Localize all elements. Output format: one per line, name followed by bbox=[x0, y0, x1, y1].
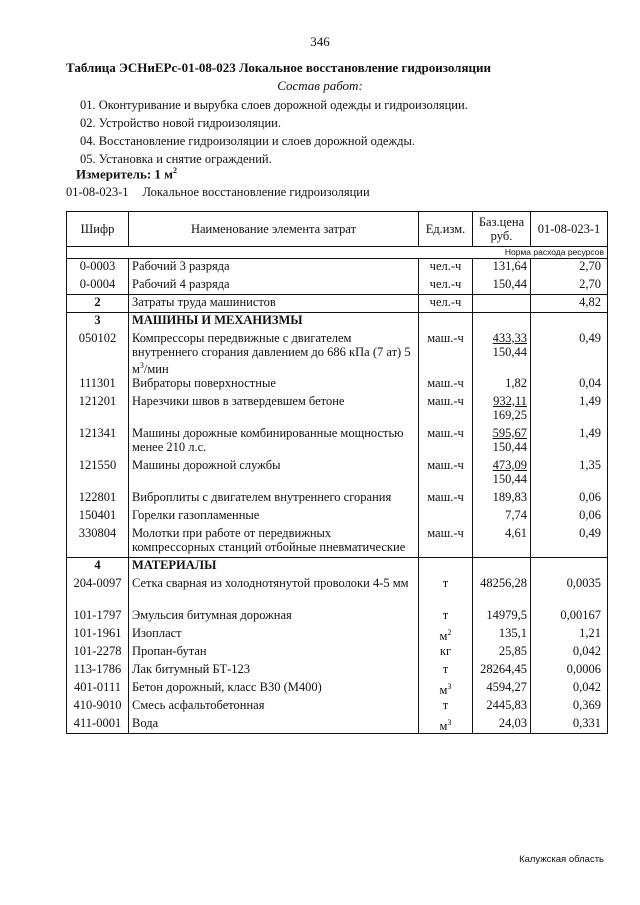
cell-norm: 1,35 bbox=[531, 458, 608, 490]
table-row bbox=[67, 508, 608, 526]
cell-norm bbox=[531, 558, 608, 576]
cell-norm: 0,49 bbox=[531, 526, 608, 558]
cell-name: Вода bbox=[129, 716, 419, 734]
cell-unit: $м^3$ bbox=[419, 680, 473, 698]
cell-code: 401-0111 bbox=[67, 680, 129, 698]
cell-price: 48256,28 bbox=[473, 576, 531, 608]
table-row bbox=[67, 626, 608, 644]
cell-name: Горелки газопламенные bbox=[129, 508, 419, 526]
cell-norm: 0,331 bbox=[531, 716, 608, 734]
cell-code: 050102 bbox=[67, 331, 129, 376]
work-item: 01. Оконтуривание и вырубка слоев дорожной одежды и гидроизоляции. bbox=[80, 98, 468, 112]
table-row bbox=[67, 662, 608, 680]
cell-norm: 0,04 bbox=[531, 376, 608, 394]
header-price: Баз.цена руб. bbox=[473, 212, 531, 247]
cell-unit: $м^2$ bbox=[419, 626, 473, 644]
cell-unit: чел.-ч bbox=[419, 295, 473, 313]
cell-name: Рабочий 3 разряда bbox=[129, 259, 419, 277]
cell-price: 14979,5 bbox=[473, 608, 531, 626]
cell-norm: 0,06 bbox=[531, 508, 608, 526]
cell-code: 410-9010 bbox=[67, 698, 129, 716]
cell-name: Компрессоры передвижные с двигателем внутреннего сгорания давлением до 686 кПа (7 ат) 5 $м^3$/мин bbox=[129, 331, 419, 376]
cell-name: Машины дорожной службы bbox=[129, 458, 419, 490]
cell-unit: маш.-ч bbox=[419, 426, 473, 458]
cell-code: 411-0001 bbox=[67, 716, 129, 734]
cell-unit: маш.-ч bbox=[419, 331, 473, 376]
cell-code: 111301 bbox=[67, 376, 129, 394]
cell-name: МАТЕРИАЛЫ bbox=[129, 558, 419, 576]
table-title: Таблица ЭСНиЕРс-01-08-023 Локальное восстановление гидроизоляции bbox=[66, 60, 491, 75]
cell-norm: 0,369 bbox=[531, 698, 608, 716]
cell-unit: т bbox=[419, 662, 473, 680]
table-row bbox=[67, 277, 608, 295]
cell-price: 473,09 150,44 bbox=[473, 458, 531, 490]
work-item: 05. Установка и снятие ограждений. bbox=[80, 152, 272, 166]
cell-unit bbox=[419, 313, 473, 331]
cell-code: 0-0003 bbox=[67, 259, 129, 277]
cell-code: 2 bbox=[67, 295, 129, 313]
table-row bbox=[67, 458, 608, 490]
norm-name: Локальное восстановление гидроизоляции bbox=[142, 185, 370, 199]
cell-norm: 2,70 bbox=[531, 259, 608, 277]
cell-code: 3 bbox=[67, 313, 129, 331]
cell-code: 101-1961 bbox=[67, 626, 129, 644]
cell-unit: т bbox=[419, 698, 473, 716]
cell-price: 4594,27 bbox=[473, 680, 531, 698]
cell-norm: 1,49 bbox=[531, 426, 608, 458]
cell-code: 122801 bbox=[67, 490, 129, 508]
resources-table bbox=[66, 211, 608, 734]
table-row bbox=[67, 295, 608, 313]
table-row bbox=[67, 608, 608, 626]
cell-name: Смесь асфальтобетонная bbox=[129, 698, 419, 716]
table-row bbox=[67, 376, 608, 394]
cell-name: Лак битумный БТ-123 bbox=[129, 662, 419, 680]
cell-name: Эмульсия битумная дорожная bbox=[129, 608, 419, 626]
cell-unit: чел.-ч bbox=[419, 259, 473, 277]
cell-unit bbox=[419, 558, 473, 576]
cell-code: 121201 bbox=[67, 394, 129, 426]
cell-code: 150401 bbox=[67, 508, 129, 526]
cell-norm: 0,042 bbox=[531, 644, 608, 662]
norm-code: 01-08-023-1 bbox=[66, 185, 129, 199]
cell-name: Нарезчики швов в затвердевшем бетоне bbox=[129, 394, 419, 426]
work-item: 02. Устройство новой гидроизоляции. bbox=[80, 116, 281, 130]
table-header-row bbox=[67, 212, 608, 247]
table-row bbox=[67, 526, 608, 558]
cell-unit: т bbox=[419, 608, 473, 626]
cell-name: Изопласт bbox=[129, 626, 419, 644]
cell-norm: 0,06 bbox=[531, 490, 608, 508]
header-name: Наименование элемента затрат bbox=[129, 212, 419, 247]
cell-unit: кг bbox=[419, 644, 473, 662]
norm-caption-row bbox=[67, 247, 608, 259]
cell-code: 204-0097 bbox=[67, 576, 129, 608]
cell-code: 101-1797 bbox=[67, 608, 129, 626]
cell-unit: маш.-ч bbox=[419, 458, 473, 490]
meter-label: Измеритель: 1 $м^2$ bbox=[76, 166, 178, 182]
cell-unit: т bbox=[419, 576, 473, 608]
cell-norm bbox=[531, 313, 608, 331]
table-row bbox=[67, 331, 608, 376]
cell-price: 25,85 bbox=[473, 644, 531, 662]
cell-price: 189,83 bbox=[473, 490, 531, 508]
cell-price: 1,82 bbox=[473, 376, 531, 394]
cell-code: 4 bbox=[67, 558, 129, 576]
cell-name: Сетка сварная из холоднотянутой проволоки 4-5 мм bbox=[129, 576, 419, 608]
cell-code: 0-0004 bbox=[67, 277, 129, 295]
cell-code: 330804 bbox=[67, 526, 129, 558]
cell-name: Рабочий 4 разряда bbox=[129, 277, 419, 295]
cell-price: 4,61 bbox=[473, 526, 531, 558]
cell-name: Молотки при работе от передвижных компрессорных станций отбойные пневматические bbox=[129, 526, 419, 558]
table-row bbox=[67, 259, 608, 277]
header-norm: 01-08-023-1 bbox=[531, 212, 608, 247]
cell-norm: 1,21 bbox=[531, 626, 608, 644]
table-row bbox=[67, 394, 608, 426]
cell-code: 121341 bbox=[67, 426, 129, 458]
table-row bbox=[67, 490, 608, 508]
works-list bbox=[80, 96, 468, 168]
page-number: 346 bbox=[310, 34, 330, 49]
cell-price bbox=[473, 295, 531, 313]
cell-name: Пропан-бутан bbox=[129, 644, 419, 662]
cell-norm: 1,49 bbox=[531, 394, 608, 426]
cell-unit bbox=[419, 508, 473, 526]
cell-name: МАШИНЫ И МЕХАНИЗМЫ bbox=[129, 313, 419, 331]
cell-norm: 0,00167 bbox=[531, 608, 608, 626]
work-item: 04. Восстановление гидроизоляции и слоев дорожной одежды. bbox=[80, 134, 416, 148]
table-row bbox=[67, 558, 608, 576]
norm-code-line bbox=[66, 185, 370, 200]
cell-code: 121550 bbox=[67, 458, 129, 490]
cell-name: Машины дорожные комбинированные мощностью менее 210 л.с. bbox=[129, 426, 419, 458]
cell-price: 28264,45 bbox=[473, 662, 531, 680]
cell-price bbox=[473, 313, 531, 331]
cell-norm: 0,0035 bbox=[531, 576, 608, 608]
header-code: Шифр bbox=[67, 212, 129, 247]
table-row bbox=[67, 680, 608, 698]
cell-price: 932,11 169,25 bbox=[473, 394, 531, 426]
works-heading: Состав работ: bbox=[277, 78, 363, 93]
cell-unit: $м^3$ bbox=[419, 716, 473, 734]
cell-price bbox=[473, 558, 531, 576]
table-body bbox=[67, 259, 608, 734]
table-row bbox=[67, 576, 608, 608]
cell-code: 113-1786 bbox=[67, 662, 129, 680]
cell-price: 7,74 bbox=[473, 508, 531, 526]
cell-name: Виброплиты с двигателем внутреннего сгорания bbox=[129, 490, 419, 508]
norm-caption: Норма расхода ресурсов bbox=[67, 247, 608, 259]
cell-price: 2445,83 bbox=[473, 698, 531, 716]
cell-code: 101-2278 bbox=[67, 644, 129, 662]
table-row bbox=[67, 426, 608, 458]
cell-name: Бетон дорожный, класс В30 (М400) bbox=[129, 680, 419, 698]
cell-price: 150,44 bbox=[473, 277, 531, 295]
cell-norm: 4,82 bbox=[531, 295, 608, 313]
cell-price: 135,1 bbox=[473, 626, 531, 644]
header-unit: Ед.изм. bbox=[419, 212, 473, 247]
cell-name: Затраты труда машинистов bbox=[129, 295, 419, 313]
cell-norm: 0,0006 bbox=[531, 662, 608, 680]
cell-unit: чел.-ч bbox=[419, 277, 473, 295]
cell-norm: 2,70 bbox=[531, 277, 608, 295]
table-row bbox=[67, 313, 608, 331]
cell-unit: маш.-ч bbox=[419, 376, 473, 394]
region-footer: Калужская область bbox=[519, 854, 604, 865]
cell-name: Вибраторы поверхностные bbox=[129, 376, 419, 394]
table-row bbox=[67, 644, 608, 662]
cell-norm: 0,49 bbox=[531, 331, 608, 376]
cell-price: 595,67 150,44 bbox=[473, 426, 531, 458]
table-row bbox=[67, 716, 608, 734]
cell-norm: 0,042 bbox=[531, 680, 608, 698]
cell-unit: маш.-ч bbox=[419, 526, 473, 558]
table-row bbox=[67, 698, 608, 716]
cell-unit: маш.-ч bbox=[419, 490, 473, 508]
cell-price: 433,33 150,44 bbox=[473, 331, 531, 376]
cell-price: 131,64 bbox=[473, 259, 531, 277]
cell-price: 24,03 bbox=[473, 716, 531, 734]
cell-unit: маш.-ч bbox=[419, 394, 473, 426]
